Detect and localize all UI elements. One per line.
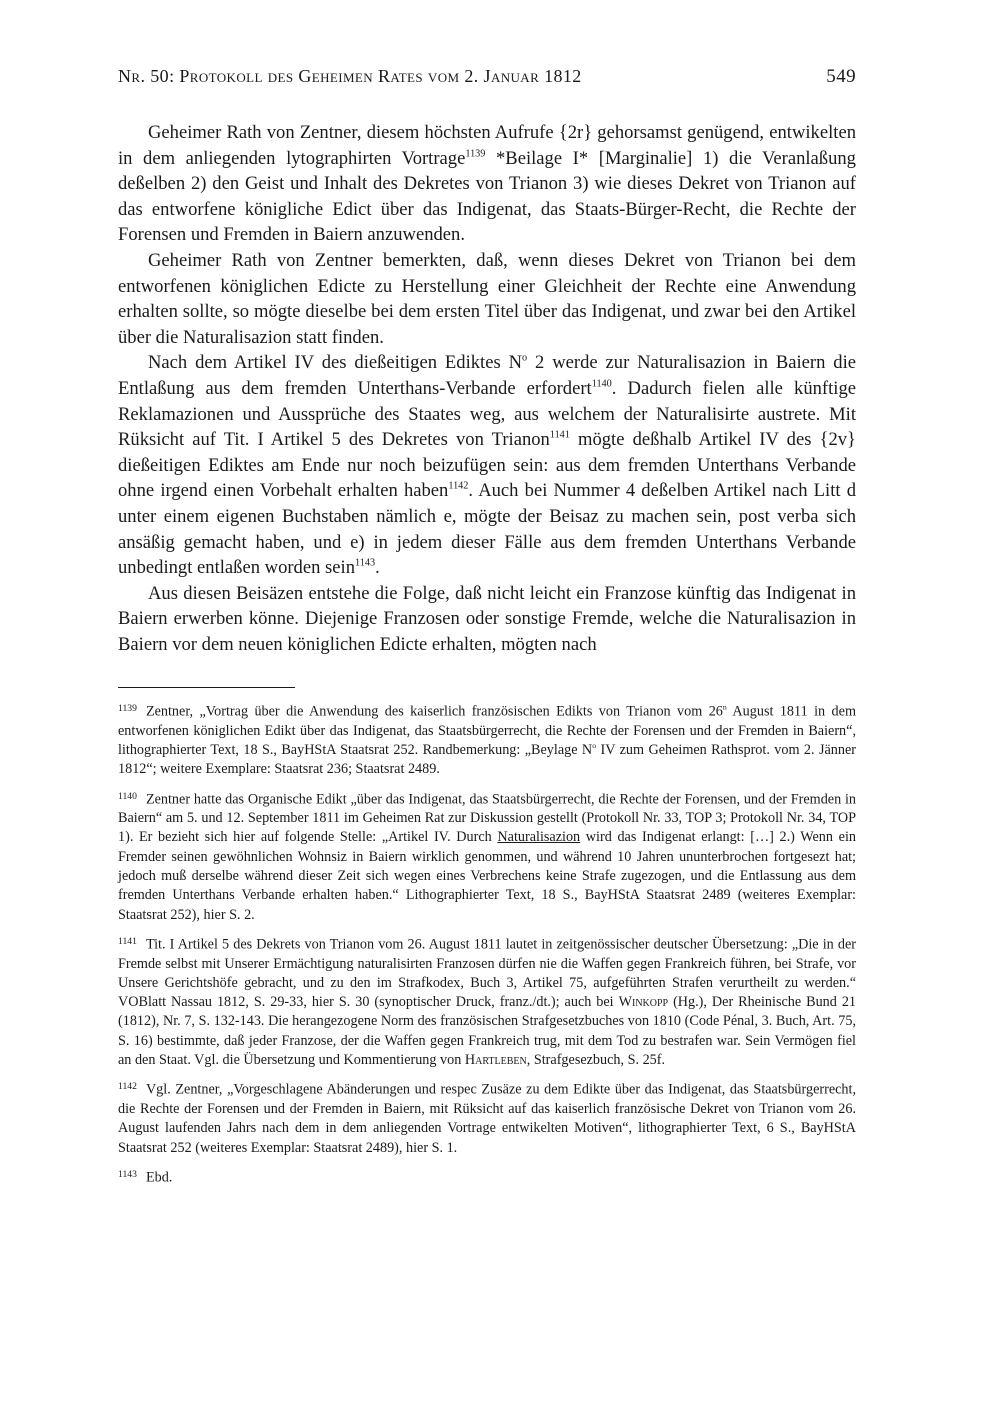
footnote-1142: [118, 1077, 856, 1158]
superscript-o: o: [592, 741, 597, 751]
text-run: Zentner hatte das Organische Edikt „über das Indigenat, das Staatsbürgerrecht, die Rechte der Forensen, und der Fremden in Baiern“ am 5. und 12. September 1811 im Geheimen Rat zur Diskussion gestellt (Protokoll Nr. 33, TOP 3; Protokoll Nr. 34, TOP 1). Er bezieht sich hier auf folgende Stelle: „Artikel IV. Durch: [118, 790, 856, 846]
text-run: *Beilage I* [Marginalie] 1) die Veranlaßung deßelben 2) den Geist und Inhalt des Dekretes von Trianon 3) wie dieses Dekret von Trianon auf das entworfene königliche Edict über das Indigenat, das Staats-Bürger-Recht, die Rechte der Forensen und Fremden in Baiern anzuwenden.: [118, 147, 856, 246]
text-run: wird das Indigenat erlangt: […] 2.) Wenn ein Fremder seinen gewöhnlichen Wohnsiz in Baiern wirklich genommen, und während 10 Jahren ununterbrochen fortgesezt hat; jedoch muß derselbe während dieser Zeit sich wegen eines Verbrechens keine Strafe zugezogen, und die Entlassung aus dem fremden Unterthans Verbande erhalten haben.“ Lithographierter Text, 18 S., BayHStA Staatsrat 2489 (weiteres Exemplar: Staatsrat 252), hier S. 2.: [118, 829, 856, 923]
text-run: IV zum Geheimen Rathsprot. vom 2. Jänner 1812“; weitere Exemplare: Staatsrat 236; Staatsrat 2489.: [118, 741, 856, 778]
footnote-1139: [118, 699, 856, 780]
text-run: Nach dem Artikel IV des dießeitigen Ediktes N: [148, 352, 523, 374]
text-run: Geheimer Rath von Zentner, diesem höchsten Aufrufe {2r} gehorsamst genügend, entwikelten in dem anliegenden lytographirten Vortrage: [118, 122, 856, 169]
text-run: (Hg.), Der Rheinische Bund 21 (1812), Nr. 7, S. 132-143. Die herangezogene Norm des französischen Strafgesetzbuches von 1810 (Code Pénal, 3. Buch, Art. 75, S. 16) bestimmte, daß jeder Franzose, der die Waffen gegen Frankreich trug, mit dem Tod zu bestrafen war. Sein Vermögen fiel an den Staat. Vgl. die Übersetzung und Kommentierung von: [118, 994, 857, 1069]
footnote-1140: [118, 787, 856, 925]
text-run: Tit. I Artikel 5 des Dekrets von Trianon vom 26. August 1811 lautet in zeitgenössischer deutscher Übersetzung: „Die in der Fremde selbst mit Unserer Ermächtigung naturalisirten Franzosen dürfen nie die Waffen gegen Frankreich führen, bei Strafe, vor Unsere Gerichtshöfe gebracht, und zu den im Strafkodex, Buch 3, Artikel 75, aufgeführten Strafen verurtheilt zu werden.“ VOBlatt Nassau 1812, S. 29-33, hier S. 30 (synoptischer Druck, franz./dt.); auch bei: [118, 936, 856, 1011]
text-run: Vgl. Zentner, „Vorgeschlagene Abänderungen und respec Zusäze zu dem Edikte über das Indigenat, das Staatsbürgerrecht, die Rechte der Forensen und der Fremden in Baiern, mit Rüksicht auf das kaiserlich französische Dekret von Trianon vom 26. August laufenden Jahrs nach dem in dem anliegenden Vortrage entwikelten Motiven“, lithographierter Text, 6 S., BayHStA Staatsrat 252 (weiteres Exemplar: Staatsrat 2489), hier S. 1.: [118, 1081, 856, 1156]
footnote-separator: [118, 687, 295, 688]
footnote-ref-1142[interactable]: 1142: [448, 480, 469, 492]
footnote-number: 1143: [118, 1168, 137, 1180]
author-name: Hartleben: [464, 1052, 527, 1069]
footnote-ref-1141[interactable]: 1141: [549, 429, 570, 441]
text-run: . Auch bei Nummer 4 deßelben Artikel nach Litt d unter einem eigenen Buchstaben nämlich e, mögte der Beisaz zu machen sein, post verba sich ansäßig gemacht haben, und e) in jedem dieser Fälle aus dem fremden Unterthans Verbande unbedingt entlaßen worden sein: [118, 480, 856, 579]
running-header: [118, 66, 856, 88]
footnote-ref-1143[interactable]: 1143: [355, 557, 376, 569]
main-text: [118, 120, 856, 657]
underlined-term: Naturalisazion: [497, 829, 581, 846]
text-run: 2 werde zur Naturalisazion in Baiern die Entlaßung aus dem fremden Unterthans-Verbande erfordert: [118, 352, 856, 399]
paragraph-4: Aus diesen Beisäzen entstehe die Folge, daß nicht leicht ein Franzose künftig das Indigenat in Baiern erwerben könne. Diejenige Franzosen oder sonstige Fremde, welche die Naturalisazion in Baiern vor dem neuen königlichen Edicte erhalten, mögten nach: [118, 582, 856, 655]
running-title: Nr. 50: Protokoll des Geheimen Rates vom 2. Januar 1812: [118, 66, 582, 86]
footnote-number: 1142: [118, 1081, 137, 1093]
footnote-1143: [118, 1165, 856, 1188]
text-run: . Dadurch fielen alle künftige Reklamazionen und Aussprüche des Staates weg, aus welchem der Naturalisirte austrete. Mit Rüksicht auf Tit. I Artikel 5 des Dekretes von Trianon: [118, 377, 856, 451]
text-run: .: [375, 557, 380, 579]
text-run: Ebd.: [145, 1169, 173, 1186]
footnote-number: 1139: [118, 703, 137, 714]
footnote-number: 1141: [118, 935, 137, 947]
footnote-1141: [118, 932, 856, 1070]
superscript-o: o: [522, 352, 528, 364]
text-run: mögte deßhalb Artikel IV des {2v} dießeitigen Ediktes am Ende nur noch beizufügen sein: aus dem fremden Unterthans Verbande ohne irgend einen Vorbehalt erhalten haben: [118, 429, 856, 502]
page-number: 549: [826, 66, 856, 87]
footnotes: [118, 699, 856, 1195]
text-run: August 1811 in dem entworfenen königlichen Edikt über das Indigenat, das Staatsbürgerrecht, die Rechte der Forensen und der Fremden in Baiern“, lithographierter Text, 18 S., BayHStA Staatsrat 252. Randbemerkung: „Beylage N: [118, 703, 856, 758]
author-name: Winkopp: [618, 994, 669, 1011]
text-run: , Strafgesezbuch, S. 25f.: [526, 1052, 666, 1069]
paragraph-3: [118, 350, 856, 580]
footnote-number: 1140: [118, 790, 137, 802]
superscript-n: n: [722, 702, 727, 712]
footnote-ref-1140[interactable]: 1140: [591, 378, 612, 390]
paragraph-2: Geheimer Rath von Zentner bemerkten, daß, wenn dieses Dekret von Trianon bei dem entworfenen königlichen Edicte zu Herstellung einer Gleichheit der Rechte eine Anwendung erhalten sollte, so mögte dieselbe bei dem ersten Titel über das Indigenat, und zwar bei den Artikel über die Naturalisazion statt finden.: [118, 249, 856, 348]
footnote-ref-1139[interactable]: 1139: [465, 147, 486, 159]
text-run: Zentner, „Vortrag über die Anwendung des kaiserlich französischen Edikts von Trianon vom 26: [145, 703, 723, 720]
paragraph-1: [118, 120, 856, 248]
